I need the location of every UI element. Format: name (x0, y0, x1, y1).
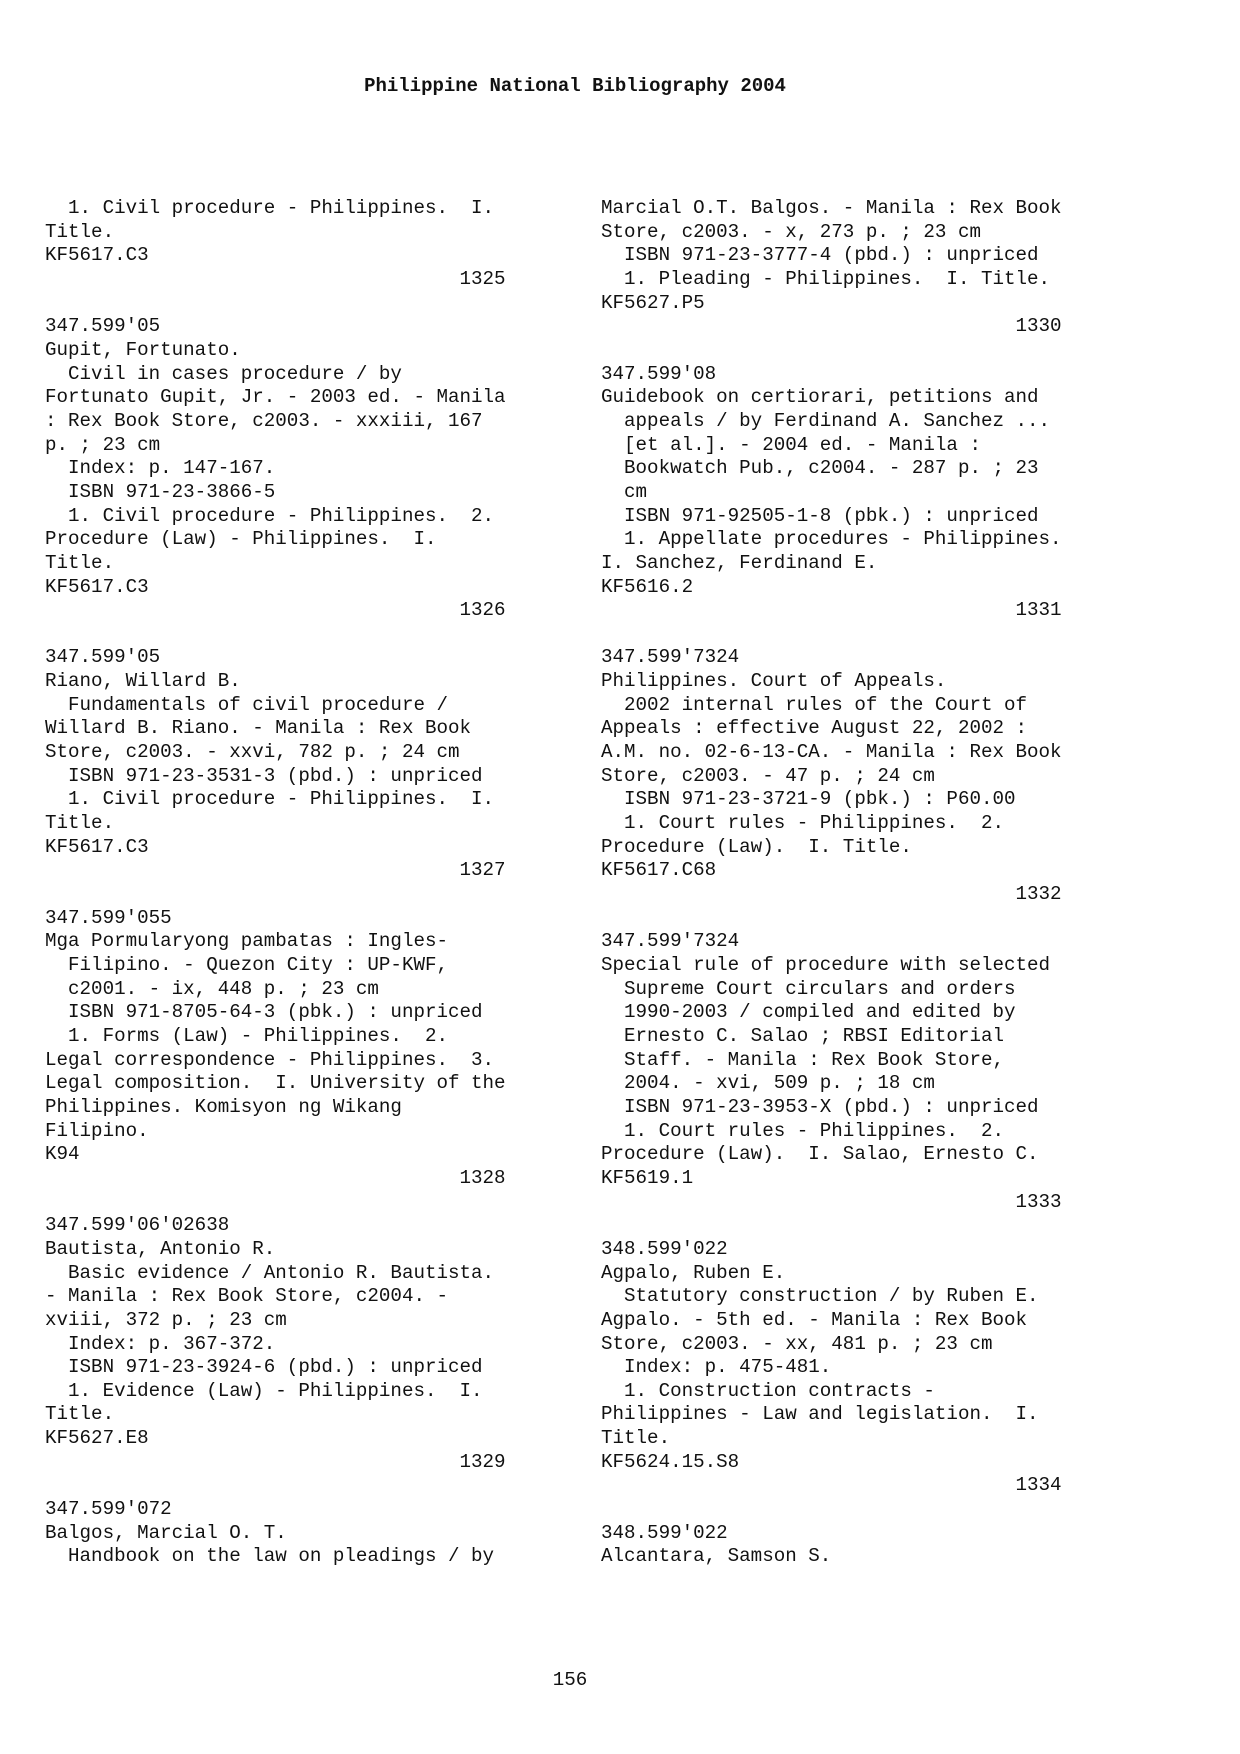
entry-line (601, 907, 1111, 931)
entry-line: Marcial O.T. Balgos. - Manila : Rex Book (601, 197, 1062, 219)
entry-line: 1325 (45, 267, 506, 290)
entry-line: 1. Appellate procedures - Philippines. (601, 528, 1062, 551)
entry-line: 1. Court rules - Philippines. 2. (601, 1119, 1005, 1142)
entry-line: Filipino. (45, 1119, 149, 1142)
entry-line (45, 292, 555, 316)
entry-line: Legal composition. I. University of the (45, 1072, 506, 1095)
entry-line: 1. Civil procedure - Philippines. I. (45, 788, 495, 811)
entry-line: 1329 (45, 1450, 506, 1473)
entry-line: Index: p. 147-167. (45, 457, 276, 480)
entry-line: appeals / by Ferdinand A. Sanchez ... (601, 409, 1051, 432)
entry-line: Store, c2003. - x, 273 p. ; 23 cm (601, 220, 981, 243)
entry-line: 1. Construction contracts - (601, 1379, 935, 1402)
entry-line: Title. (45, 551, 115, 574)
entry-line: 1990-2003 / compiled and edited by (601, 1001, 1016, 1024)
entry-line (601, 623, 1111, 647)
entry-line: Bautista, Antonio R. (45, 1237, 276, 1260)
entry-line: KF5617.C3 (45, 244, 149, 267)
entry-line: ISBN 971-23-3866-5 (45, 480, 276, 503)
entry-line: I. Sanchez, Ferdinand E. (601, 551, 878, 574)
entry-line: 1326 (45, 599, 506, 622)
entry-line: Statutory construction / by Ruben E. (601, 1285, 1039, 1308)
entry-line (601, 339, 1111, 363)
entry-line: 1328 (45, 1166, 506, 1189)
entry-line: 347.599'7324 (601, 930, 740, 953)
entry-line: ISBN 971-23-3953-X (pbd.) : unpriced (601, 1095, 1039, 1118)
entry-line: Basic evidence / Antonio R. Bautista. (45, 1261, 495, 1284)
entry-line: 1334 (601, 1474, 1062, 1497)
entry-line: 1. Evidence (Law) - Philippines. I. (45, 1379, 483, 1402)
entry-line: Mga Pormularyong pambatas : Ingles- (45, 930, 449, 953)
entry-line: Philippines. Komisyon ng Wikang (45, 1095, 402, 1118)
entry-line: KF5624.15.S8 (601, 1450, 740, 1473)
entry-line: 2004. - xvi, 509 p. ; 18 cm (601, 1072, 935, 1095)
entry-line: Agpalo. - 5th ed. - Manila : Rex Book (601, 1308, 1028, 1331)
entry-line: Gupit, Fortunato. (45, 338, 241, 361)
entry-line: Guidebook on certiorari, petitions and (601, 386, 1039, 409)
entry-line (45, 623, 555, 647)
entry-line: 347.599'072 (45, 1498, 172, 1521)
entry-line: 348.599'022 (601, 1237, 728, 1260)
entry-line: 1. Civil procedure - Philippines. 2. (45, 504, 495, 527)
entry-line: Riano, Willard B. (45, 670, 241, 693)
entry-line: KF5627.P5 (601, 291, 705, 314)
entry-line: K94 (45, 1143, 80, 1166)
page-title: Philippine National Bibliography 2004 (364, 75, 786, 97)
entry-line: Legal correspondence - Philippines. 3. (45, 1048, 495, 1071)
entry-line: Procedure (Law). I. Title. (601, 835, 912, 858)
entry-line: Philippines. Court of Appeals. (601, 670, 947, 693)
entry-line: Index: p. 475-481. (601, 1356, 832, 1379)
entry-line: 1. Pleading - Philippines. I. Title. (601, 267, 1051, 290)
entry-line: ISBN 971-23-3721-9 (pbk.) : P60.00 (601, 788, 1016, 811)
entry-line: 1. Court rules - Philippines. 2. (601, 812, 1005, 835)
entry-line: 1327 (45, 859, 506, 882)
entry-line: cm (601, 480, 648, 503)
entry-line: 2002 internal rules of the Court of (601, 693, 1028, 716)
entry-line: KF5617.C68 (601, 859, 717, 882)
entry-line: xviii, 372 p. ; 23 cm (45, 1308, 287, 1331)
entry-line: 347.599'08 (601, 362, 717, 385)
entry-line: KF5616.2 (601, 575, 694, 598)
entry-line: 1330 (601, 315, 1062, 338)
entry-line (601, 1498, 1111, 1522)
entry-line (45, 1474, 555, 1498)
entry-line: Philippines - Law and legislation. I. (601, 1403, 1039, 1426)
entry-line: KF5619.1 (601, 1166, 694, 1189)
entry-line: ISBN 971-8705-64-3 (pbk.) : unpriced (45, 1001, 483, 1024)
page-number: 156 (552, 1669, 588, 1691)
bibliography-column-left (45, 197, 555, 1569)
entry-line: Appeals : effective August 22, 2002 : (601, 717, 1028, 740)
entry-line: ISBN 971-23-3777-4 (pbd.) : unpriced (601, 244, 1039, 267)
entry-line: [et al.]. - 2004 ed. - Manila : (601, 433, 981, 456)
entry-line: Staff. - Manila : Rex Book Store, (601, 1048, 1005, 1071)
entry-line: KF5627.E8 (45, 1427, 149, 1450)
entry-line: ISBN 971-23-3531-3 (pbd.) : unpriced (45, 764, 483, 787)
entry-line: 1333 (601, 1190, 1062, 1213)
entry-line: Handbook on the law on pleadings / by (45, 1545, 495, 1568)
entry-line: 347.599'05 (45, 315, 161, 338)
entry-line: Index: p. 367-372. (45, 1332, 276, 1355)
entry-line: p. ; 23 cm (45, 433, 161, 456)
entry-line: : Rex Book Store, c2003. - xxxiii, 167 (45, 409, 483, 432)
bibliography-column-right (601, 197, 1111, 1569)
entry-line: Fundamentals of civil procedure / (45, 693, 449, 716)
entry-line: Fortunato Gupit, Jr. - 2003 ed. - Manila (45, 386, 506, 409)
entry-line: Title. (45, 812, 115, 835)
entry-line: Civil in cases procedure / by (45, 362, 402, 385)
entry-line: 347.599'05 (45, 646, 161, 669)
entry-line: Ernesto C. Salao ; RBSI Editorial (601, 1024, 1005, 1047)
entry-line: A.M. no. 02-6-13-CA. - Manila : Rex Book (601, 741, 1062, 764)
entry-line: ISBN 971-23-3924-6 (pbd.) : unpriced (45, 1356, 483, 1379)
entry-line: Title. (45, 220, 115, 243)
entry-line: - Manila : Rex Book Store, c2004. - (45, 1285, 449, 1308)
entry-line: Title. (601, 1427, 671, 1450)
entry-line: Willard B. Riano. - Manila : Rex Book (45, 717, 472, 740)
entry-line: Store, c2003. - 47 p. ; 24 cm (601, 764, 935, 787)
entry-line: KF5617.C3 (45, 835, 149, 858)
entry-line: Title. (45, 1403, 115, 1426)
entry-line: 1332 (601, 883, 1062, 906)
entry-line: 1. Civil procedure - Philippines. I. (45, 197, 495, 219)
entry-line: Filipino. - Quezon City : UP-KWF, (45, 954, 449, 976)
entry-line: Balgos, Marcial O. T. (45, 1521, 287, 1544)
entry-line (601, 1214, 1111, 1238)
entry-line: 347.599'06'02638 (45, 1214, 230, 1237)
entry-line: 1331 (601, 599, 1062, 622)
entry-line: Bookwatch Pub., c2004. - 287 p. ; 23 (601, 457, 1039, 480)
entry-line: 1. Forms (Law) - Philippines. 2. (45, 1024, 449, 1047)
entry-line (45, 883, 555, 907)
entry-line: Alcantara, Samson S. (601, 1545, 832, 1568)
entry-line: Special rule of procedure with selected (601, 954, 1051, 976)
entry-line: Procedure (Law) - Philippines. I. (45, 528, 437, 551)
entry-line: Store, c2003. - xx, 481 p. ; 23 cm (601, 1332, 993, 1355)
entry-line: 347.599'055 (45, 906, 172, 929)
entry-line: 348.599'022 (601, 1521, 728, 1544)
entry-line: ISBN 971-92505-1-8 (pbk.) : unpriced (601, 504, 1039, 527)
entry-line: Procedure (Law). I. Salao, Ernesto C. (601, 1143, 1039, 1166)
entry-line: Store, c2003. - xxvi, 782 p. ; 24 cm (45, 741, 460, 764)
entry-line: Supreme Court circulars and orders (601, 977, 1016, 1000)
entry-line: Agpalo, Ruben E. (601, 1261, 786, 1284)
entry-line (45, 1191, 555, 1215)
entry-line: 347.599'7324 (601, 646, 740, 669)
entry-line: KF5617.C3 (45, 575, 149, 598)
entry-line: c2001. - ix, 448 p. ; 23 cm (45, 977, 379, 1000)
